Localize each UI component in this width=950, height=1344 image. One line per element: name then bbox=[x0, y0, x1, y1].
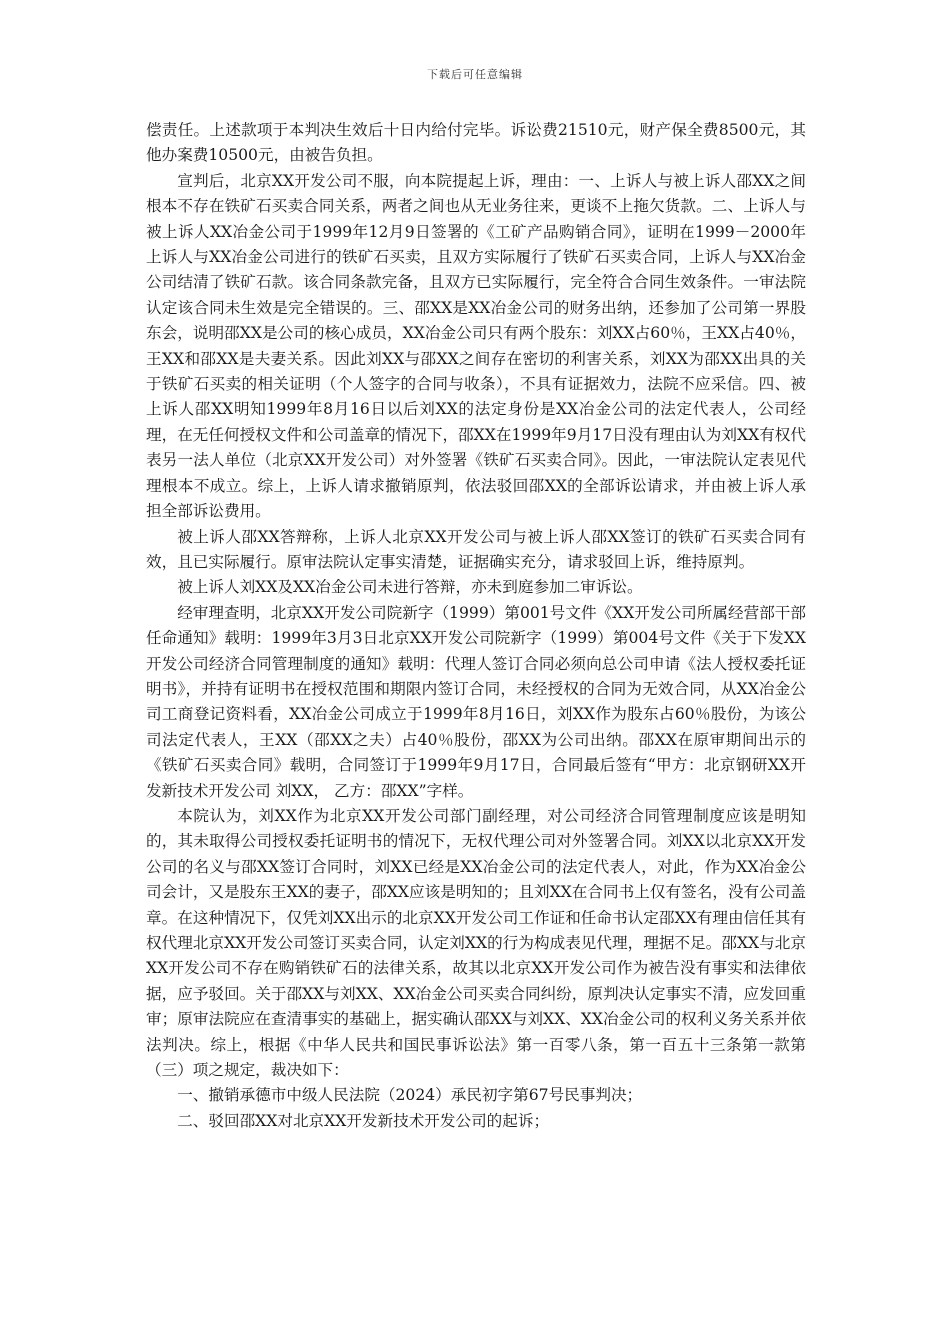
paragraph-ruling-item-1: 一、撤销承德市中级人民法院（2024）承民初字第67号民事判决； bbox=[177, 1086, 643, 1105]
paragraph-no-reply: 被上诉人刘XX及XX冶金公司未进行答辩，亦未到庭参加二审诉讼。 bbox=[177, 578, 643, 597]
paragraph-continuation: 偿责任。上述款项于本判决生效后十日内给付完毕。诉讼费21510元，财产保全费8500元，其他办案费10500元，由被告负担。 bbox=[146, 121, 806, 165]
paragraph-ruling-item-2: 二、驳回邵XX对北京XX开发新技术开发公司的起诉； bbox=[177, 1111, 550, 1130]
paragraph-court-opinion: 本院认为，刘XX作为北京XX开发公司部门副经理，对公司经济合同管理制度应该是明知的，其未取得公司授权委托证明书的情况下，无权代理公司对外签署合同。刘XX以北京XX开发公司的名义与邵XX签订合同时，刘XX已经是XX冶金公司的法定代表人，对此，作为XX冶金公司会计，又是股东王XX的妻子，邵XX应该是明知的；且刘XX在合同书上仅有签名，没有公司盖章。在这种情况下，仅凭刘XX出示的北京XX开发公司工作证和任命书认定邵XX有理由信任其有权代理北京XX开发公司签订买卖合同，认定刘XX的行为构成表见代理，理据不足。邵XX与北京XX开发公司不存在购销铁矿石的法律关系，故其以北京XX开发公司作为被告没有事实和法律依据，应予驳回。关于邵XX与刘XX、XX冶金公司买卖合同纠纷，原判决认定事实不清，应发回重审；原审法院应在查清事实的基础上，据实确认邵XX与刘XX、XX冶金公司的权利义务关系并依法判决。综上，根据《中华人民共和国民事诉讼法》第一百零八条，第一百五十三条第一款第（三）项之规定，裁决如下： bbox=[146, 806, 806, 1080]
paragraph-appellee-reply: 被上诉人邵XX答辩称，上诉人北京XX开发公司与被上诉人邵XX签订的铁矿石买卖合同有效，且已实际履行。原审法院认定事实清楚，证据确实充分，请求驳回上诉，维持原判。 bbox=[146, 527, 806, 571]
document-body bbox=[146, 118, 806, 1134]
paragraph-appeal-reasons: 宣判后，北京XX开发公司不服，向本院提起上诉，理由：一、上诉人与被上诉人邵XX之间根本不存在铁矿石买卖合同关系，两者之间也从无业务往来，更谈不上拖欠货款。二、上诉人与被上诉人XX冶金公司于1999年12月9日签署的《工矿产品购销合同》，证明在1999－2000年上诉人与XX冶金公司进行的铁矿石买卖，且双方实际履行了铁矿石买卖合同，上诉人与XX冶金公司结清了铁矿石款。该合同条款完备，且双方已实际履行，完全符合合同生效条件。一审法院认定该合同未生效是完全错误的。三、邵XX是XX冶金公司的财务出纳，还参加了公司第一界股东会，说明邵XX是公司的核心成员，XX冶金公司只有两个股东：刘XX占60％，王XX占40％，王XX和邵XX是夫妻关系。因此刘XX与邵XX之间存在密切的利害关系，刘XX为邵XX出具的关于铁矿石买卖的相关证明（个人签字的合同与收条），不具有证据效力，法院不应采信。四、被上诉人邵XX明知1999年8月16日以后刘XX的法定身份是XX冶金公司的法定代表人，公司经理，在无任何授权文件和公司盖章的情况下，邵XX在1999年9月17日没有理由认为刘XX有权代表另一法人单位（北京XX开发公司）对外签署《铁矿石买卖合同》。因此，一审法院认定表见代理根本不成立。综上，上诉人请求撤销原判，依法驳回邵XX的全部诉讼请求，并由被上诉人承担全部诉讼费用。 bbox=[146, 171, 806, 521]
paragraph-findings: 经审理查明，北京XX开发公司院新字（1999）第001号文件《XX开发公司所属经营部干部任命通知》载明：1999年3月3日北京XX开发公司院新字（1999）第004号文件《关于下发XX开发公司经济合同管理制度的通知》载明：代理人签订合同必须向总公司申请《法人授权委托证明书》，并持有证明书在授权范围和期限内签订合同，未经授权的合同为无效合同，从XX冶金公司工商登记资料看，XX冶金公司成立于1999年8月16日，刘XX作为股东占60％股份，为该公司法定代表人，王XX（邵XX之夫）占40％股份，邵XX为公司出纳。邵XX在原审期间出示的《铁矿石买卖合同》载明，合同签订于1999年9月17日，合同最后签有“甲方：北京钢研XX开发新技术开发公司 刘XX， 乙方：邵XX”字样。 bbox=[146, 603, 806, 800]
page-header-note: 下载后可任意编辑 bbox=[427, 68, 523, 81]
